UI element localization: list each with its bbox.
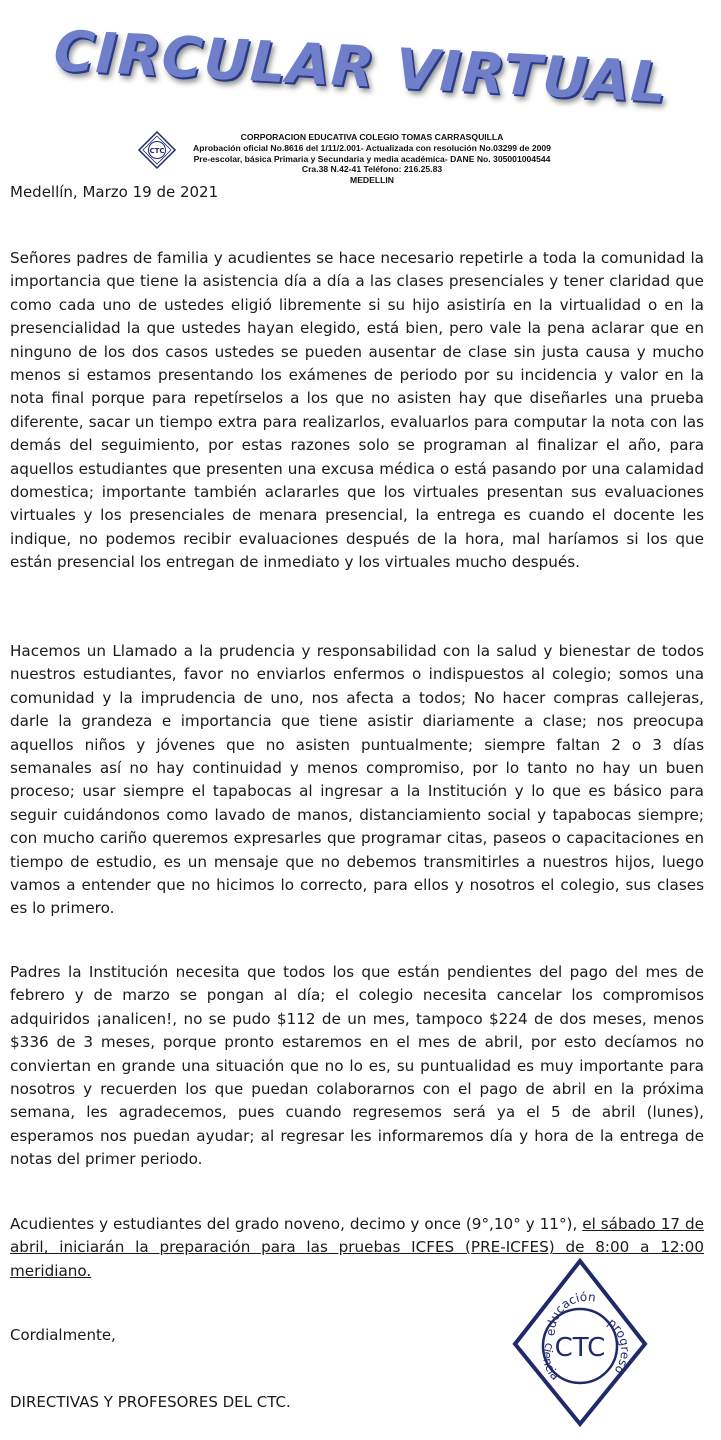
icfes-intro: Acudientes y estudiantes del grado noveno, decimo y once (9°,10° y 11°), — [10, 1215, 583, 1233]
school-header — [172, 132, 572, 186]
ctc-seal-icon — [511, 1258, 649, 1428]
paragraph-payments: Padres la Institución necesita que todos los que están pendientes del pago del mes de febrero y de marzo se pongan al día; el colegio necesita cancelar los compromisos adquiridos ¡analicen!, no se pudo $112 de un mes, tampoco $224 de dos meses, menos $336 de 3 meses, porque pronto estaremos en el mes de abril, por esto decíamos no conviertan en grande una situación que no lo es, su puntualidad es muy importante para nosotros y recuerden los que puedan colaborarnos con el pago de abril en la próxima semana, les agradecemos, pues cuando regresemos será ya el 5 de abril (lunes), esperamos nos puedan ayudar; al regresar les informaremos día y hora de la entrega de notas del primer periodo. — [10, 963, 704, 1169]
paragraph-attendance: Señores padres de familia y acudientes se hace necesario repetirle a toda la comunidad la importancia que tiene la asistencia día a día a las clases presenciales y tener claridad que como cada uno de ustedes eligió libremente si su hijo asistiría en la virtualidad o en la presencialidad la que ustedes hayan elegido, está bien, pero vale la pena aclarar que en ninguno de los dos casos ustedes se pueden ausentar de clase sin justa causa y mucho menos si estamos presentando los exámenes de periodo por su incidencia y valor en la nota final porque para repetírselos a los que no asisten hay que diseñarles una prueba diferente, sacar un tiempo extra para realizarlos, evaluarlos para computar la nota con las demás del seguimiento, por estas razones solo se programan al finalizar el año, para aquellos estudiantes que presenten una excusa médica o está pasando por una calamidad domestica; importante también aclararles que los virtuales presentan sus evaluaciones virtuales y los presenciales de menara presencial, la entrega es cuando el docente les indique, no podemos recibir evaluaciones después de la hora, mal haríamos si los que están presencial los entregan de inmediato y los virtuales mucho después. — [10, 249, 704, 572]
signature: DIRECTIVAS Y PROFESORES DEL CTC. — [10, 1393, 291, 1411]
letter-date: Medellín, Marzo 19 de 2021 — [10, 183, 219, 201]
circular-banner-title: CIRCULAR VIRTUAL — [52, 18, 669, 117]
school-address: Cra.38 N.42-41 Teléfono: 216.25.83 — [301, 164, 443, 175]
seal-left-word: ciencia — [540, 1340, 563, 1383]
school-name: CORPORACION EDUCATIVA COLEGIO TOMAS CARRASQUILLA — [240, 132, 504, 142]
seal-top-word: educación — [543, 1289, 597, 1337]
seal-right-word: progreso — [605, 1315, 633, 1377]
school-levels: Pre-escolar, básica Primaria y Secundaria y media académica- DANE No. 305001004544 — [193, 153, 551, 164]
school-logo-icon — [137, 130, 177, 170]
closing-salutation: Cordialmente, — [10, 1326, 116, 1344]
seal-center-text: CTC — [554, 1333, 606, 1363]
school-city: MEDELLIN — [350, 175, 394, 186]
icfes-schedule: el sábado 17 de abril, iniciarán la preparación para las pruebas ICFES (PRE-ICFES) de 8:00 a 12:00 meridiano. — [10, 1215, 704, 1280]
school-logo-text: CTC — [149, 147, 165, 155]
paragraph-health: Hacemos un Llamado a la prudencia y responsabilidad con la salud y bienestar de todos nuestros estudiantes, favor no enviarlos enfermos o indispuestos al colegio; somos una comunidad y la imprudencia de uno, nos afecta a todos; No hacer compras callejeras, darle la grandeza e importancia que tiene asistir diariamente a clase; nos preocupa aquellos niños y jóvenes que no asisten puntualmente; siempre faltan 2 o 3 días semanales así no hay continuidad y menos compromiso, por lo tanto no hay un buen proceso; usar siempre el tapabocas al ingresar a la Institución y lo que es básico para seguir cuidándonos como lavado de manos, distanciamiento social y tapabocas siempre; con mucho cariño queremos expresarles que programar citas, paseos o capacitaciones en tiempo de estudio, es un mensaje que no debemos transmitirles a nuestros hijos, luego vamos a entender que no hicimos lo correcto, para ellos y nosotros el colegio, sus clases es lo primero. — [10, 642, 704, 918]
school-approval: Aprobación oficial No.8616 del 1/11/2.001- Actualizada con resolución No.03299 de 2009 — [193, 142, 551, 153]
